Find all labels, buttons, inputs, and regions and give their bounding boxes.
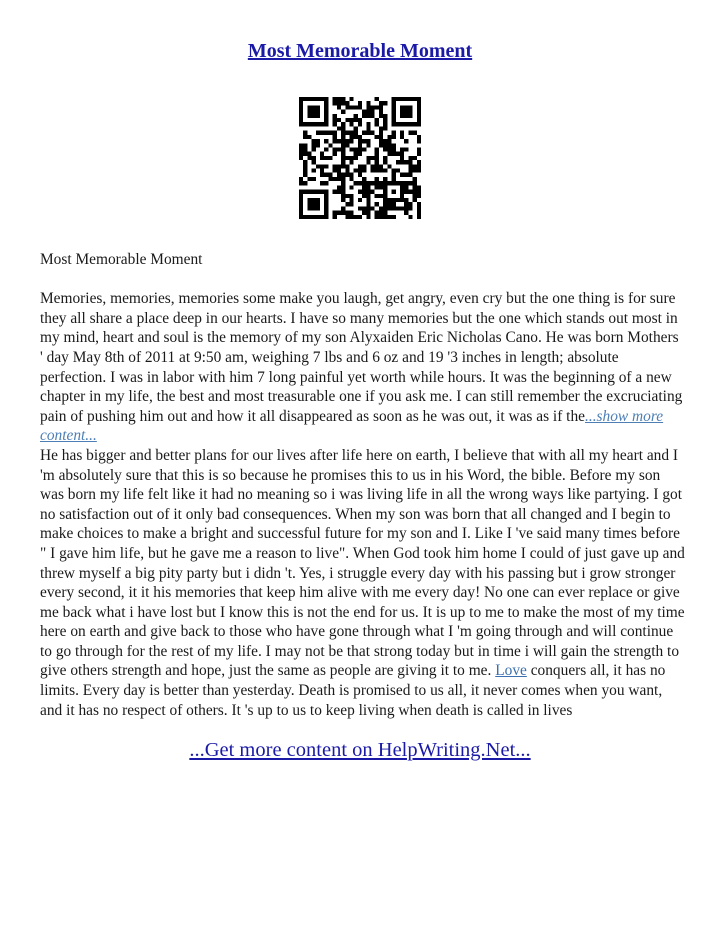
paragraph-2-text-before: He has bigger and better plans for our lives after life here on earth, I believe that with all my heart and I 'm absolutely sure that this is so because he promises this to us in his Word, the bible. Before my son was born my life felt like it had no meaning so i was living life in all the wrong ways like partying. I got no satisfaction out of it only bad consequences. When my son was born that all changed and I begin to make choices to make a bright and successful future for my son and I. Like I 've said many times before " I gave him life, but he gave me a reason to live". When God took him home I could of just gave up and threw myself a big pity party but i didn 't. Yes, i struggle every day with his passing but i grow stronger every second, it it his memories that keep him alive with me every day! No one can ever replace or give me back what i have lost but I know this is not the end for us. It is up to me to make the most of my time here on earth and give back to those who have gone through what I 'm going through and will continue to go through for the rest of my life. I may not be that strong today but in time i will gain the strength to give others strength and hope, just the same as people are giving it to me. [40, 446, 685, 680]
essay-paragraph-2 [40, 446, 685, 720]
qr-code-icon [299, 97, 421, 219]
page-title [0, 38, 720, 64]
title-link[interactable]: Most Memorable Moment [247, 40, 473, 62]
get-more-content-cta [0, 737, 720, 763]
love-link[interactable]: Love [495, 662, 527, 680]
get-more-content-link[interactable]: ...Get more content on HelpWriting.Net... [189, 739, 531, 761]
essay-heading: Most Memorable Moment [40, 251, 203, 268]
show-more-link[interactable]: ...show more content... [40, 407, 664, 445]
essay-paragraph-1 [40, 289, 685, 446]
essay-body [40, 250, 685, 720]
paragraph-2-text-after: conquers all, it has no limits. Every day is better than yesterday. Death is promised to us all, it never comes when you want, and it has no respect of others. It 's up to us to keep living when death is called in lives [40, 662, 666, 719]
paragraph-1-text: Memories, memories, memories some make you laugh, get angry, even cry but the one thing is for sure they all share a place deep in our hearts. I have so many memories but the one which stands out most in my mind, heart and soul is the memory of my son Alyxaiden Eric Nicholas Cano. He was born Mothers ' day May 8th of 2011 at 9:50 am, weighing 7 lbs and 6 oz and 19 '3 inches in length; absolute perfection. I was in labor with him 7 long painful yet worth while hours. It was the beginning of a new chapter in my life, the best and most treasurable one if you ask me. I can still remember the excruciating pain of pushing him out and how it all disappeared as soon as he was out, it was as if the [40, 290, 683, 425]
